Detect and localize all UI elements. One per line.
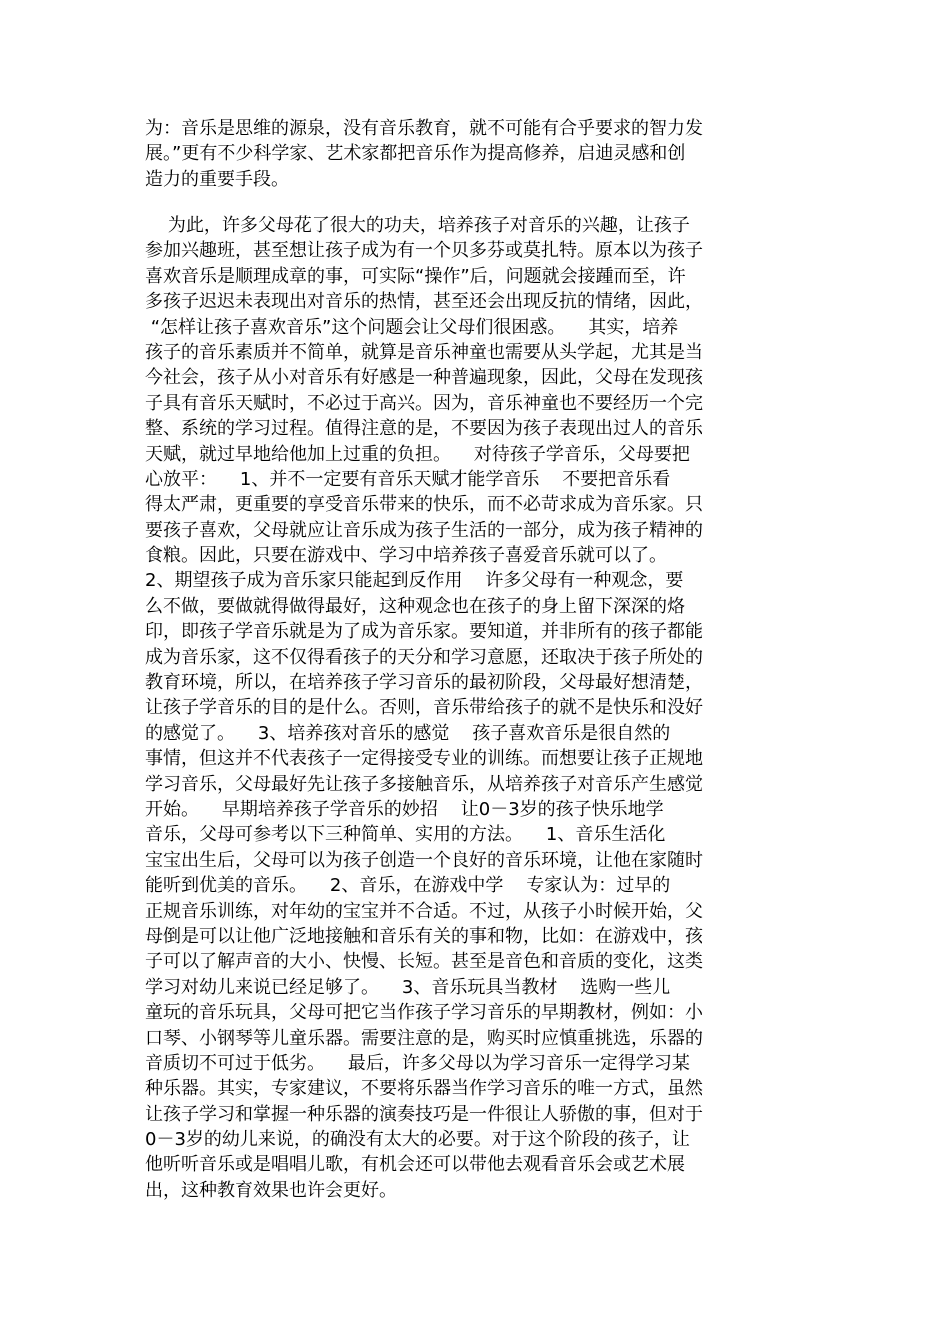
text-line: 子具有音乐天赋时，不必过于高兴。因为，音乐神童也不要经历一个完 (145, 392, 703, 414)
text-line: 喜欢音乐是顺理成章的事，可实际“操作”后，问题就会接踵而至，许 (145, 265, 686, 287)
text-line: 参加兴趣班，甚至想让孩子成为有一个贝多芬或莫扎特。原本以为孩子 (145, 240, 703, 262)
text-line: 天赋，就过早地给他加上过重的负担。 对待孩子学音乐，父母要把 (145, 443, 690, 465)
text-line: 为：音乐是思维的源泉，没有音乐教育，就不可能有合乎要求的智力发 (145, 118, 703, 139)
text-line: 学习音乐，父母最好先让孩子多接触音乐，从培养孩子对音乐产生感觉 (145, 773, 703, 795)
text-line: 食粮。因此，只要在游戏中、学习中培养孩子喜爱音乐就可以了。 (145, 545, 667, 567)
text-line: 孩子的音乐素质并不简单，就算是音乐神童也需要从头学起，尤其是当 (145, 341, 703, 363)
paragraph-intro (145, 116, 745, 192)
text-line: 让孩子学习和掌握一种乐器的演奏技巧是一件很让人骄傲的事，但对于 (145, 1103, 703, 1125)
text-line: 让孩子学音乐的目的是什么。否则，音乐带给孩子的就不是快乐和没好 (145, 697, 703, 719)
text-line: 印，即孩子学音乐就是为了成为音乐家。要知道，并非所有的孩子都能 (145, 621, 703, 643)
text-line: 要孩子喜欢，父母就应让音乐成为孩子生活的一部分，成为孩子精神的 (145, 519, 703, 541)
text-line: 开始。 早期培养孩子学音乐的妙招 让0－3岁的孩子快乐地学 (145, 798, 664, 820)
text-line: 0－3岁的幼儿来说，的确没有太大的必要。对于这个阶段的孩子，让 (145, 1129, 690, 1151)
text-line: 宝宝出生后，父母可以为孩子创造一个良好的音乐环境，让他在家随时 (145, 849, 703, 871)
text-line: 子可以了解声音的大小、快慢、长短。甚至是音色和音质的变化，这类 (145, 951, 703, 973)
text-line: 他听听音乐或是唱唱儿歌，有机会还可以带他去观看音乐会或艺术展 (145, 1154, 685, 1176)
text-line: 事情，但这并不代表孩子一定得接受专业的训练。而想要让孩子正规地 (145, 748, 703, 770)
text-line: 学习对幼儿来说已经足够了。 3、音乐玩具当教材 选购一些儿 (145, 976, 671, 998)
text-line: 展。”更有不少科学家、艺术家都把音乐作为提高修养，启迪灵感和创 (145, 143, 686, 165)
text-line: 音乐，父母可参考以下三种简单、实用的方法。 1、音乐生活化 (145, 824, 666, 846)
paragraph-main (145, 213, 745, 1203)
text-line: 么不做，要做就得做得最好，这种观念也在孩子的身上留下深深的烙 (145, 595, 685, 617)
text-line: 教育环境，所以，在培养孩子学习音乐的最初阶段，父母最好想清楚， (145, 672, 703, 694)
text-line: “怎样让孩子喜欢音乐”这个问题会让父母们很困惑。 其实，培养 (145, 316, 679, 338)
text-line: 出，这种教育效果也许会更好。 (145, 1179, 397, 1201)
text-line: 心放平： 1、并不一定要有音乐天赋才能学音乐 不要把音乐看 (145, 468, 671, 490)
text-line: 种乐器。其实，专家建议，不要将乐器当作学习音乐的唯一方式，虽然 (145, 1078, 703, 1100)
text-line: 为此，许多父母花了很大的功夫，培养孩子对音乐的兴趣，让孩子 (145, 215, 690, 236)
text-line: 造力的重要手段。 (145, 168, 289, 190)
text-line: 今社会，孩子从小对音乐有好感是一种普遍现象，因此，父母在发现孩 (145, 367, 703, 389)
text-line: 多孩子迟迟未表现出对音乐的热情，甚至还会出现反抗的情绪，因此， (145, 291, 703, 313)
text-line: 母倒是可以让他广泛地接触和音乐有关的事和物，比如：在游戏中，孩 (145, 925, 703, 947)
text-line: 能听到优美的音乐。 2、音乐，在游戏中学 专家认为：过早的 (145, 875, 671, 897)
text-line: 的感觉了。 3、培养孩对音乐的感觉 孩子喜欢音乐是很自然的 (145, 722, 671, 744)
text-line: 成为音乐家，这不仅得看孩子的天分和学习意愿，还取决于孩子所处的 (145, 646, 703, 668)
text-line: 正规音乐训练，对年幼的宝宝并不合适。不过，从孩子小时候开始，父 (145, 900, 703, 922)
text-line: 童玩的音乐玩具，父母可把它当作孩子学习音乐的早期教材，例如：小 (145, 1002, 703, 1024)
text-line: 音质切不可过于低劣。 最后，许多父母以为学习音乐一定得学习某 (145, 1052, 690, 1074)
text-line: 整、系统的学习过程。值得注意的是，不要因为孩子表现出过人的音乐 (145, 418, 703, 440)
text-line: 2、期望孩子成为音乐家只能起到反作用 许多父母有一种观念，要 (145, 570, 684, 592)
text-line: 口琴、小钢琴等儿童乐器。需要注意的是，购买时应慎重挑选，乐器的 (145, 1027, 703, 1049)
text-line: 得太严肃，更重要的享受音乐带来的快乐，而不必苛求成为音乐家。只 (145, 494, 703, 516)
